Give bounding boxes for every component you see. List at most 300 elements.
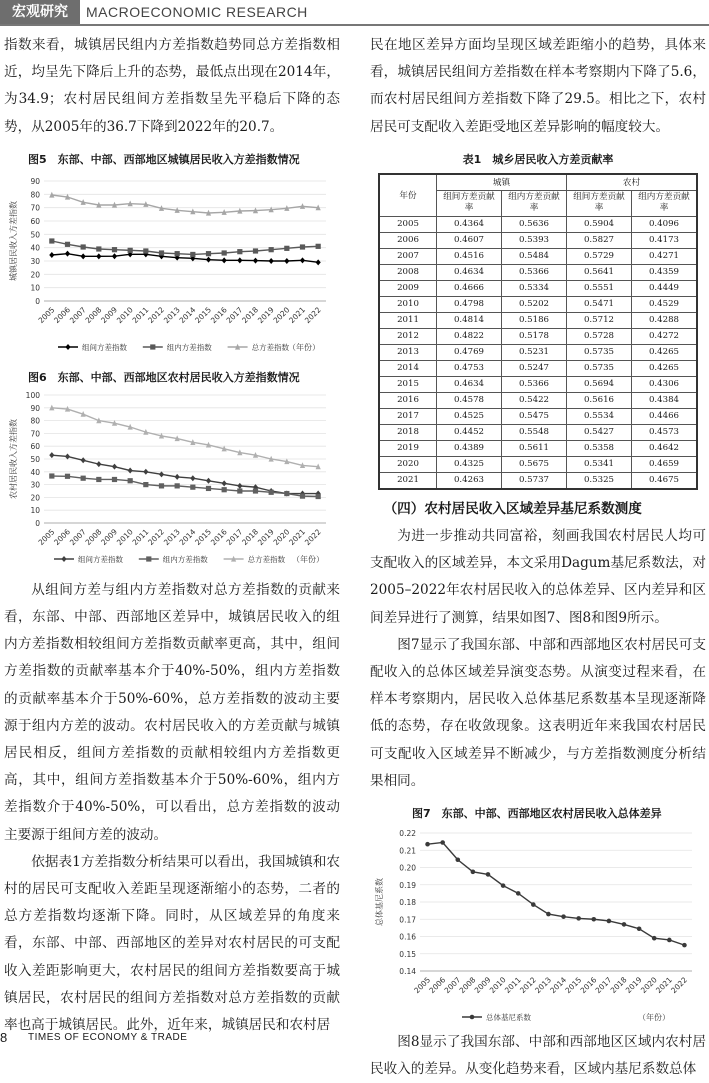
data-point xyxy=(471,870,476,875)
table-cell: 0.5712 xyxy=(567,312,632,328)
page-number: 8 xyxy=(0,1030,8,1045)
y-tick-label: 70 xyxy=(30,429,40,439)
table-cell: 2007 xyxy=(379,248,437,264)
y-tick-label: 100 xyxy=(25,390,40,400)
x-tick-label: 2008 xyxy=(83,527,104,547)
data-point xyxy=(49,452,54,458)
table-cell: 0.5735 xyxy=(567,360,632,376)
data-point xyxy=(425,842,430,847)
table-cell: 0.5247 xyxy=(502,360,567,376)
data-point xyxy=(253,248,258,253)
data-point xyxy=(516,891,521,896)
y-tick-label: 0.20 xyxy=(399,863,416,873)
data-point xyxy=(96,461,101,467)
table-cell: 2015 xyxy=(379,376,437,392)
data-point xyxy=(637,926,642,931)
table-cell: 0.5325 xyxy=(567,472,632,489)
data-point xyxy=(206,251,211,256)
table1-year-header: 年份 xyxy=(379,174,437,217)
y-tick-label: 70 xyxy=(30,203,40,213)
x-tick-label: 2022 xyxy=(669,975,690,996)
table-cell: 0.4798 xyxy=(437,296,502,312)
legend-marker xyxy=(150,344,155,349)
table-cell: 2020 xyxy=(379,456,437,472)
data-point xyxy=(284,246,289,251)
table1-rural-header: 农村 xyxy=(567,174,698,191)
series-line xyxy=(52,408,318,467)
data-point xyxy=(652,936,657,941)
table-cell: 0.5729 xyxy=(567,248,632,264)
section-heading: （四）农村居民收入区域差异基尼系数测度 xyxy=(383,500,642,517)
table-cell: 2005 xyxy=(379,216,437,232)
series-line xyxy=(428,843,685,946)
x-tick-label: 2009 xyxy=(99,305,120,325)
y-tick-label: 0.17 xyxy=(399,915,416,925)
data-point xyxy=(159,483,164,488)
header-rule xyxy=(0,24,709,26)
data-point xyxy=(607,919,612,924)
y-tick-label: 0.21 xyxy=(399,846,416,856)
data-point xyxy=(237,257,242,263)
y-tick-label: 40 xyxy=(30,243,40,253)
left-paragraph-2: 从组间方差与组内方差指数对总方差指数的贡献来看，东部、中部、西部地区差异中，城镇居民收入的组内方差指数相较组间方差指数贡献率更高，其中，组间方差指数的贡献率基本介于40%-50%，组内方差指数的贡献率基本介于50%-60%，总方差指数的波动主要源于组内方差的波动。农村居民收入的方差贡献与城镇居民相反，组间方差指数的贡献相较组内方差指数更高，其中，组间方差指数基本介于50%-60%，组内方差指数介于40%-50%，可以看出，总方差指数的波动主要源于组间方差的波动。 xyxy=(4,581,340,843)
table-cell: 0.5484 xyxy=(502,248,567,264)
table-cell: 0.5422 xyxy=(502,392,567,408)
legend-marker xyxy=(470,1015,475,1020)
table-cell: 0.4525 xyxy=(437,408,502,424)
x-tick-label: 2014 xyxy=(177,305,198,325)
x-tick-label: 2011 xyxy=(130,305,151,325)
table-cell: 0.5341 xyxy=(567,456,632,472)
table-row xyxy=(379,360,697,376)
table-cell: 0.4288 xyxy=(632,312,698,328)
table-row xyxy=(379,408,697,424)
fig5-chart xyxy=(4,167,340,363)
table1-urban-header: 城镇 xyxy=(437,174,567,191)
table-cell: 2017 xyxy=(379,408,437,424)
data-point xyxy=(206,478,211,484)
x-tick-label: 2006 xyxy=(427,975,448,996)
x-tick-label: 2021 xyxy=(287,527,308,547)
y-tick-label: 10 xyxy=(30,506,40,516)
x-axis-label: （年份） xyxy=(638,1013,670,1023)
x-tick-label: 2020 xyxy=(271,305,292,325)
y-tick-label: 60 xyxy=(30,442,40,452)
page-footer xyxy=(0,1030,709,1048)
table-cell: 0.5636 xyxy=(502,216,567,232)
table-cell: 0.4271 xyxy=(632,248,698,264)
data-point xyxy=(269,247,274,252)
data-point xyxy=(159,250,164,255)
table-cell: 0.4634 xyxy=(437,376,502,392)
x-tick-label: 2006 xyxy=(52,527,73,547)
x-tick-label: 2018 xyxy=(240,527,261,547)
y-tick-label: 20 xyxy=(30,493,40,503)
table-cell: 2010 xyxy=(379,296,437,312)
y-tick-label: 50 xyxy=(30,230,40,240)
table-row xyxy=(379,328,697,344)
page-header xyxy=(0,0,709,24)
table-row xyxy=(379,392,697,408)
data-point xyxy=(486,872,491,877)
series-3 xyxy=(49,192,321,216)
x-tick-label: 2006 xyxy=(52,305,73,325)
data-point xyxy=(96,477,101,482)
y-tick-label: 0.15 xyxy=(399,949,416,959)
table-cell: 0.4449 xyxy=(632,280,698,296)
table-row xyxy=(379,296,697,312)
data-point xyxy=(49,252,54,258)
data-point xyxy=(269,258,274,264)
data-point xyxy=(253,257,258,263)
x-tick-label: 2008 xyxy=(83,305,104,325)
table-cell: 0.4607 xyxy=(437,232,502,248)
x-axis-label: （年份） xyxy=(288,342,320,352)
data-point xyxy=(253,488,258,493)
x-tick-label: 2016 xyxy=(208,305,229,325)
x-tick-label: 2011 xyxy=(502,975,523,996)
data-point xyxy=(96,246,101,251)
y-tick-label: 0 xyxy=(35,518,40,528)
left-column xyxy=(4,32,340,1039)
data-point xyxy=(81,457,86,463)
data-point xyxy=(65,473,70,478)
data-point xyxy=(65,250,70,256)
legend-label: 组内方差指数 xyxy=(162,554,208,564)
x-tick-label: 2007 xyxy=(442,975,463,996)
y-tick-label: 0.19 xyxy=(399,880,416,890)
y-axis-label: 农村居民收入方差指数 xyxy=(9,418,18,499)
data-point xyxy=(531,902,536,907)
table-cell: 0.5735 xyxy=(567,344,632,360)
table-cell: 0.5427 xyxy=(567,424,632,440)
data-point xyxy=(81,253,86,259)
table-cell: 0.5616 xyxy=(567,392,632,408)
table-row xyxy=(379,472,697,489)
table-cell: 2012 xyxy=(379,328,437,344)
x-tick-label: 2012 xyxy=(146,305,167,325)
legend-marker xyxy=(65,344,70,350)
table-cell: 2019 xyxy=(379,440,437,456)
y-axis-label: 城镇居民收入方差指数 xyxy=(9,200,18,281)
data-point xyxy=(316,259,321,265)
table-cell: 0.4634 xyxy=(437,264,502,280)
legend-label: 总方差指数 xyxy=(247,554,286,564)
data-point xyxy=(667,938,672,943)
fig5-title: 图5 东部、中部、西部地区城镇居民收入方差指数情况 xyxy=(28,152,300,166)
table-row xyxy=(379,312,697,328)
x-tick-label: 2013 xyxy=(533,975,554,996)
data-point xyxy=(65,242,70,247)
data-point xyxy=(159,471,164,477)
table-cell: 0.4814 xyxy=(437,312,502,328)
table-cell: 2006 xyxy=(379,232,437,248)
series-3 xyxy=(49,404,321,469)
y-tick-label: 30 xyxy=(30,480,40,490)
x-tick-label: 2019 xyxy=(255,305,276,325)
x-tick-label: 2005 xyxy=(412,975,433,996)
data-point xyxy=(206,486,211,491)
legend-label: 组内方差指数 xyxy=(166,342,212,352)
data-point xyxy=(316,494,321,499)
table-cell: 0.5827 xyxy=(567,232,632,248)
legend-label: 总体基尼系数 xyxy=(486,1013,531,1023)
x-tick-label: 2015 xyxy=(193,527,214,547)
table-cell: 0.4265 xyxy=(632,360,698,376)
table-cell: 0.4769 xyxy=(437,344,502,360)
x-tick-label: 2021 xyxy=(287,305,308,325)
data-point xyxy=(128,467,133,473)
data-point xyxy=(222,250,227,255)
data-point xyxy=(175,483,180,488)
table-cell: 0.4389 xyxy=(437,440,502,456)
y-tick-label: 60 xyxy=(30,216,40,226)
data-point xyxy=(300,244,305,249)
data-point xyxy=(237,483,242,489)
x-tick-label: 2013 xyxy=(161,527,182,547)
table-cell: 0.5366 xyxy=(502,376,567,392)
right-paragraph-3: 图7显示了我国东部、中部和西部地区农村居民可支配收入的总体区域差异演变态势。从演变过程来看，在样本考察期内，居民收入总体基尼系数基本呈现逐渐降低的态势，存在收敛现象。这表明近年来我国农村居民可支配收入区域差异不断减少，与方差指数测度分析结果相同。 xyxy=(370,636,706,789)
table-cell: 0.4306 xyxy=(632,376,698,392)
table-cell: 0.4265 xyxy=(632,344,698,360)
section-name: MACROECONOMIC RESEARCH xyxy=(86,4,308,20)
x-tick-label: 2020 xyxy=(638,975,659,996)
table-cell: 0.5611 xyxy=(502,440,567,456)
table-cell: 0.5551 xyxy=(567,280,632,296)
x-tick-label: 2009 xyxy=(99,527,120,547)
x-tick-label: 2015 xyxy=(563,975,584,996)
table-cell: 0.5548 xyxy=(502,424,567,440)
data-point xyxy=(622,922,627,927)
data-point xyxy=(546,912,551,917)
journal-name: TIMES OF ECONOMY & TRADE xyxy=(28,1032,188,1043)
data-point xyxy=(455,857,460,862)
y-tick-label: 80 xyxy=(30,416,40,426)
table-cell: 0.4659 xyxy=(632,456,698,472)
table-cell: 2018 xyxy=(379,424,437,440)
data-point xyxy=(269,489,274,494)
y-tick-label: 30 xyxy=(30,256,40,266)
right-paragraph-4: 图8显示了我国东部、中部和西部地区区域内农村居民收入的差异。从变化趋势来看，区域内基尼系数总体 xyxy=(370,1034,706,1078)
data-point xyxy=(284,491,289,496)
data-point xyxy=(175,251,180,256)
x-tick-label: 2010 xyxy=(487,975,508,996)
table-cell: 0.5202 xyxy=(502,296,567,312)
table-cell: 0.5475 xyxy=(502,408,567,424)
data-point xyxy=(49,238,54,243)
y-tick-label: 0.18 xyxy=(399,898,416,908)
data-point xyxy=(128,248,133,253)
data-point xyxy=(190,252,195,257)
series-line xyxy=(52,455,318,493)
fig7-chart xyxy=(370,821,706,1029)
x-tick-label: 2016 xyxy=(208,527,229,547)
left-paragraph-3: 依据表1方差指数分析结果可以看出，我国城镇和农村的居民可支配收入差距呈现逐渐缩小的态势，二者的总方差指数均逐渐下降。同时，从区域差异的角度来看，东部、中部、西部地区的差异对农村居民的可支配收入差距影响更大，农村居民的组间方差指数要高于城镇居民，农村居民的组间方差指数对总方差指数的贡献率也高于城镇居民。此外，近年来，城镇居民和农村居 xyxy=(4,853,340,1034)
table1-sub-header: 组间方差贡献率 xyxy=(567,190,632,216)
y-tick-label: 50 xyxy=(30,454,40,464)
table-cell: 2014 xyxy=(379,360,437,376)
data-point xyxy=(81,244,86,249)
x-tick-label: 2005 xyxy=(36,305,57,325)
table-cell: 0.4666 xyxy=(437,280,502,296)
y-tick-label: 0.16 xyxy=(399,932,416,942)
table-cell: 2008 xyxy=(379,264,437,280)
data-point xyxy=(143,469,148,475)
data-point xyxy=(300,493,305,498)
x-tick-label: 2022 xyxy=(302,527,323,547)
table-row xyxy=(379,456,697,472)
x-tick-label: 2020 xyxy=(271,527,292,547)
data-point xyxy=(112,247,117,252)
right-paragraph-1: 民在地区差异方面均呈现区域差距缩小的趋势，具体来看，城镇居民组间方差指数在样本考察期内下降了5.6，而农村居民组间方差指数下降了29.5。相比之下，农村居民可支配收入差距受地区差异影响的幅度较大。 xyxy=(370,37,706,135)
x-tick-label: 2008 xyxy=(457,975,478,996)
data-point xyxy=(81,475,86,480)
x-tick-label: 2018 xyxy=(608,975,629,996)
x-tick-label: 2010 xyxy=(114,305,135,325)
table1-title: 表1 城乡居民收入方差贡献率 xyxy=(462,152,614,166)
table1-sub-header: 组内方差贡献率 xyxy=(632,190,698,216)
data-point xyxy=(143,248,148,253)
legend-label: 组间方差指数 xyxy=(78,554,123,564)
data-point xyxy=(501,883,506,888)
x-tick-label: 2016 xyxy=(578,975,599,996)
data-point xyxy=(222,257,227,263)
x-tick-label: 2017 xyxy=(224,305,245,325)
data-point xyxy=(237,488,242,493)
table-cell: 0.4675 xyxy=(632,472,698,489)
section-tag: 宏观研究 xyxy=(0,0,80,24)
data-point xyxy=(128,478,133,483)
table-row xyxy=(379,264,697,280)
data-point xyxy=(65,453,70,459)
table-cell: 0.5471 xyxy=(567,296,632,312)
fig7-title: 图7 东部、中部、西部地区农村居民收入总体差异 xyxy=(412,807,662,821)
table-row xyxy=(379,232,697,248)
table-cell: 0.4272 xyxy=(632,328,698,344)
table-cell: 0.5186 xyxy=(502,312,567,328)
table-cell: 2011 xyxy=(379,312,437,328)
table-cell: 0.5358 xyxy=(567,440,632,456)
x-tick-label: 2005 xyxy=(36,527,57,547)
table-cell: 0.4263 xyxy=(437,472,502,489)
table-cell: 0.5393 xyxy=(502,232,567,248)
x-tick-label: 2010 xyxy=(114,527,135,547)
table-cell: 0.4578 xyxy=(437,392,502,408)
table-cell: 0.5675 xyxy=(502,456,567,472)
table-cell: 0.5231 xyxy=(502,344,567,360)
x-tick-label: 2007 xyxy=(67,305,88,325)
series-line xyxy=(52,195,318,213)
table-row xyxy=(379,424,697,440)
data-point xyxy=(96,253,101,259)
data-point xyxy=(591,917,596,922)
data-point xyxy=(300,257,305,263)
x-tick-label: 2021 xyxy=(654,975,674,996)
x-tick-label: 2017 xyxy=(224,527,245,547)
series-1 xyxy=(425,840,686,947)
data-point xyxy=(440,840,445,845)
data-point xyxy=(237,249,242,254)
y-tick-label: 10 xyxy=(30,283,40,293)
table-row xyxy=(379,344,697,360)
y-tick-label: 0.22 xyxy=(399,829,416,839)
legend-label: 组间方差指数 xyxy=(82,342,127,352)
series-line xyxy=(52,476,318,496)
left-paragraph-1: 指数来看，城镇居民组内方差指数趋势同总方差指数相近，均呈先下降后上升的态势，最低点出现在2014年，为34.9；农村居民组间方差指数呈先平稳后下降的态势，从2005年的36.7下降到2022年的20.7。 xyxy=(4,37,340,135)
legend-marker xyxy=(61,556,66,562)
table-cell: 0.4573 xyxy=(632,424,698,440)
data-point xyxy=(284,258,289,264)
y-tick-label: 90 xyxy=(30,176,40,186)
data-point xyxy=(112,463,117,469)
legend-marker xyxy=(146,556,151,561)
x-tick-label: 2019 xyxy=(623,975,644,996)
table-cell: 0.5904 xyxy=(567,216,632,232)
data-point xyxy=(222,480,227,486)
x-tick-label: 2013 xyxy=(161,305,182,325)
x-tick-label: 2007 xyxy=(67,527,88,547)
table1-sub-header: 组间方差贡献率 xyxy=(437,190,502,216)
table-row xyxy=(379,216,697,232)
table-row xyxy=(379,376,697,392)
table-row xyxy=(379,440,697,456)
table-cell: 0.4452 xyxy=(437,424,502,440)
table-cell: 0.4516 xyxy=(437,248,502,264)
data-point xyxy=(206,256,211,262)
table-cell: 0.4384 xyxy=(632,392,698,408)
table-cell: 0.5534 xyxy=(567,408,632,424)
table-cell: 0.4642 xyxy=(632,440,698,456)
x-tick-label: 2012 xyxy=(146,527,167,547)
y-tick-label: 0.14 xyxy=(399,967,416,977)
table-cell: 0.4364 xyxy=(437,216,502,232)
table-cell: 2021 xyxy=(379,472,437,489)
legend-label: 总方差指数 xyxy=(251,342,290,352)
y-axis-label: 总体基尼系数 xyxy=(375,878,384,927)
x-tick-label: 2018 xyxy=(240,305,261,325)
table-cell: 0.4529 xyxy=(632,296,698,312)
x-axis-label: （年份） xyxy=(292,554,324,564)
table-cell: 2009 xyxy=(379,280,437,296)
y-tick-label: 20 xyxy=(30,270,40,280)
x-tick-label: 2019 xyxy=(255,527,276,547)
data-point xyxy=(143,482,148,487)
table-cell: 0.4325 xyxy=(437,456,502,472)
x-tick-label: 2022 xyxy=(302,305,323,325)
x-tick-label: 2012 xyxy=(518,975,538,996)
data-point xyxy=(316,244,321,249)
table-cell: 0.4359 xyxy=(632,264,698,280)
fig6-title: 图6 东部、中部、西部地区农村居民收入方差指数情况 xyxy=(28,370,300,384)
data-point xyxy=(49,473,54,478)
table-cell: 0.4173 xyxy=(632,232,698,248)
data-point xyxy=(112,253,117,259)
series-1 xyxy=(49,250,321,265)
data-point xyxy=(112,477,117,482)
table-cell: 0.4096 xyxy=(632,216,698,232)
table-cell: 0.5334 xyxy=(502,280,567,296)
right-paragraph-2: 为进一步推动共同富裕，刻画我国农村居民人均可支配收入的区域差异，本文采用Dagum基尼系数法，对2005–2022年农村居民收入的总体差异、区内差异和区间差异进行了测算，结果如图7、图8和图9所示。 xyxy=(370,528,706,626)
table-cell: 0.5694 xyxy=(567,376,632,392)
x-tick-label: 2015 xyxy=(193,305,214,325)
table-row xyxy=(379,280,697,296)
y-tick-label: 90 xyxy=(30,403,40,413)
table-cell: 2013 xyxy=(379,344,437,360)
fig6-chart xyxy=(4,385,340,575)
x-tick-label: 2009 xyxy=(472,975,493,996)
x-tick-label: 2014 xyxy=(177,527,198,547)
data-point xyxy=(190,484,195,489)
